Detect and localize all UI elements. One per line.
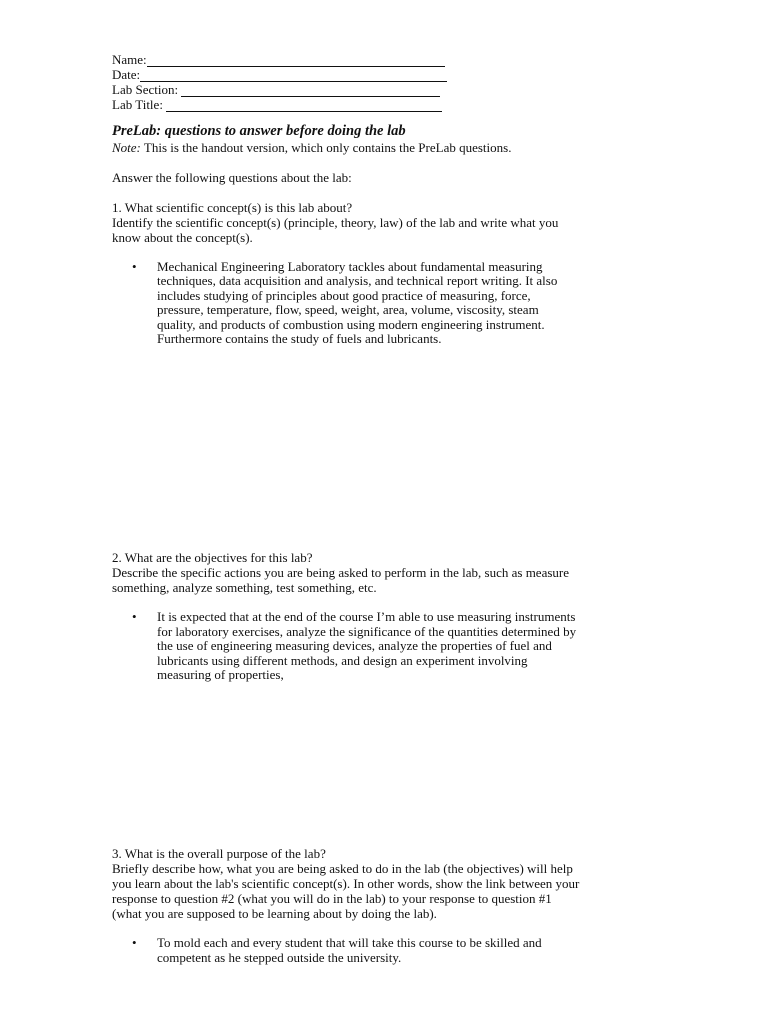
lab-title-blank-line[interactable] — [166, 99, 442, 112]
question-3 — [112, 846, 660, 965]
lab-section-field[interactable] — [112, 82, 660, 97]
date-blank-line[interactable] — [140, 69, 447, 82]
question-1 — [112, 200, 660, 346]
question-2 — [112, 550, 660, 682]
question-2-answer-item — [112, 610, 660, 682]
prelab-heading: PreLab: questions to answer before doing the lab — [112, 123, 406, 139]
header-fields — [112, 52, 660, 112]
question-1-description: Identify the scientific concept(s) (principle, theory, law) of the lab and write what you know about the concept(s). — [112, 215, 559, 245]
instructions: Answer the following questions about the lab: — [112, 170, 352, 185]
date-field[interactable] — [112, 67, 660, 82]
lab-section-label: Lab Section: — [112, 82, 182, 97]
question-1-answer: Mechanical Engineering Laboratory tackles about fundamental measuring techniques, data acquisition and analysis, and technical report writing. It also includes studying of principles about good practice of measuring, force, pressure, temperature, flow, speed, weight, area, volume, viscosity, steam quality, and products of combustion using modern engineering instrument. Furthermore contains the study of fuels and lubricants. — [157, 259, 558, 347]
question-3-description: Briefly describe how, what you are being asked to do in the lab (the objectives) will help you learn about the lab's scientific concept(s). In other words, show the link between your response to question #2 (what you will do in the lab) to your response to question #1 (what you are supposed to be learning about by doing the lab). — [112, 861, 580, 922]
note-text: This is the handout version, which only contains the PreLab questions. — [140, 140, 512, 155]
name-label: Name: — [112, 52, 147, 67]
lab-title-label: Lab Title: — [112, 97, 167, 112]
question-3-title: 3. What is the overall purpose of the lab? — [112, 846, 326, 862]
lab-section-blank-line[interactable] — [181, 84, 440, 97]
document-page — [112, 52, 660, 965]
question-3-answer: To mold each and every student that will take this course to be skilled and competent as he stepped outside the university. — [157, 935, 542, 965]
date-label: Date: — [112, 67, 141, 82]
bullet-icon: • — [132, 935, 137, 951]
question-1-answer-item — [112, 260, 660, 346]
note-line — [112, 140, 660, 155]
question-1-title: 1. What scientific concept(s) is this lab about? — [112, 200, 353, 215]
bullet-icon: • — [132, 609, 137, 625]
question-2-description: Describe the specific actions you are being asked to perform in the lab, such as measure something, analyze something, test something, etc. — [112, 565, 569, 596]
question-3-answer-item — [112, 936, 660, 965]
question-2-title: 2. What are the objectives for this lab? — [112, 550, 313, 566]
lab-title-field[interactable] — [112, 97, 660, 112]
note-label: Note: — [112, 140, 141, 155]
name-field[interactable] — [112, 52, 660, 67]
name-blank-line[interactable] — [147, 54, 445, 67]
bullet-icon: • — [132, 259, 137, 274]
question-2-answer: It is expected that at the end of the course I’m able to use measuring instruments for laboratory exercises, analyze the significance of the quantities determined by the use of engineering measuring devices, analyze the properties of fuel and lubricants using different methods, and design an experiment involving measuring of properties, — [157, 609, 577, 683]
